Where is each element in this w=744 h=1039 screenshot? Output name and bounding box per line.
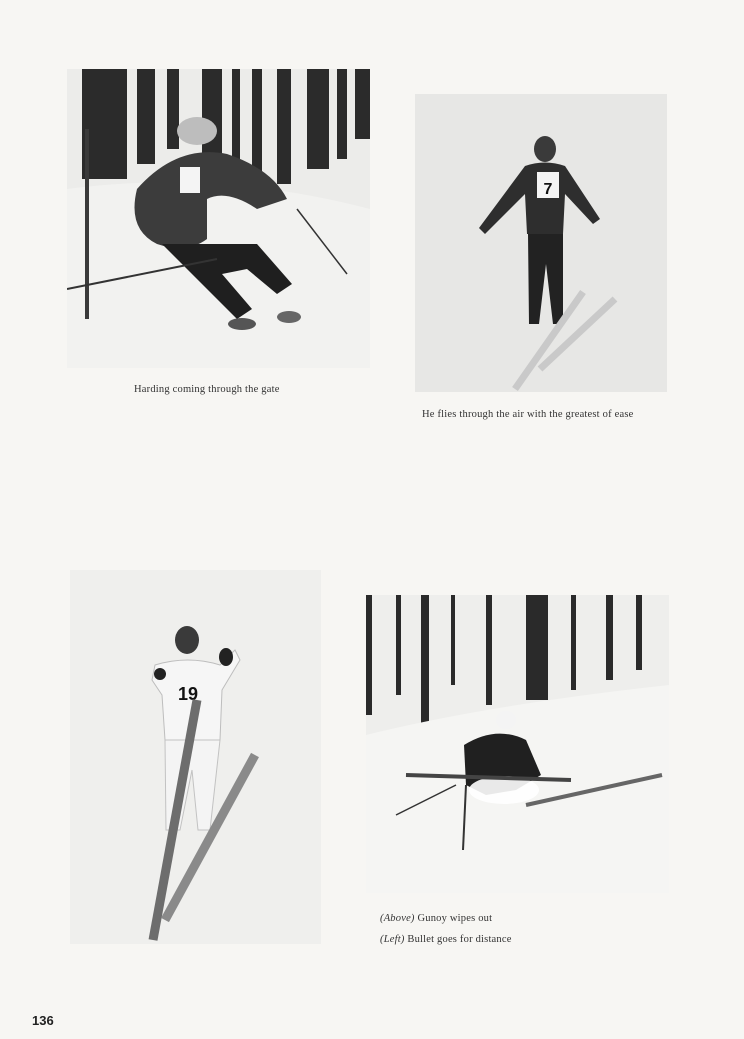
caption-above-text: Gunoy wipes out: [417, 913, 493, 924]
photo-slalom-skier: [67, 69, 370, 368]
wipeout-image: [366, 595, 669, 893]
caption-left-text: Bullet goes for distance: [407, 934, 512, 945]
caption-slalom: Harding coming through the gate: [134, 384, 280, 395]
caption-left-label: (Left): [380, 934, 405, 945]
caption-left: [380, 934, 512, 945]
photo-jumper-bib-7: [415, 94, 667, 392]
caption-above: [380, 913, 492, 924]
caption-above-label: (Above): [380, 913, 415, 924]
caption-flies: He flies through the air with the greatest of ease: [422, 409, 634, 420]
photo-skier-wipeout: [366, 595, 669, 893]
page-number: 136: [32, 1013, 54, 1028]
photo-jumper-bib-19: [70, 570, 321, 944]
slalom-skier-image: [67, 69, 370, 368]
bib-number-7: 7: [543, 181, 553, 198]
bib-number-19: 19: [177, 684, 199, 704]
ski-jumper-image: [415, 94, 667, 392]
ski-jumper-19-image: [70, 570, 321, 944]
